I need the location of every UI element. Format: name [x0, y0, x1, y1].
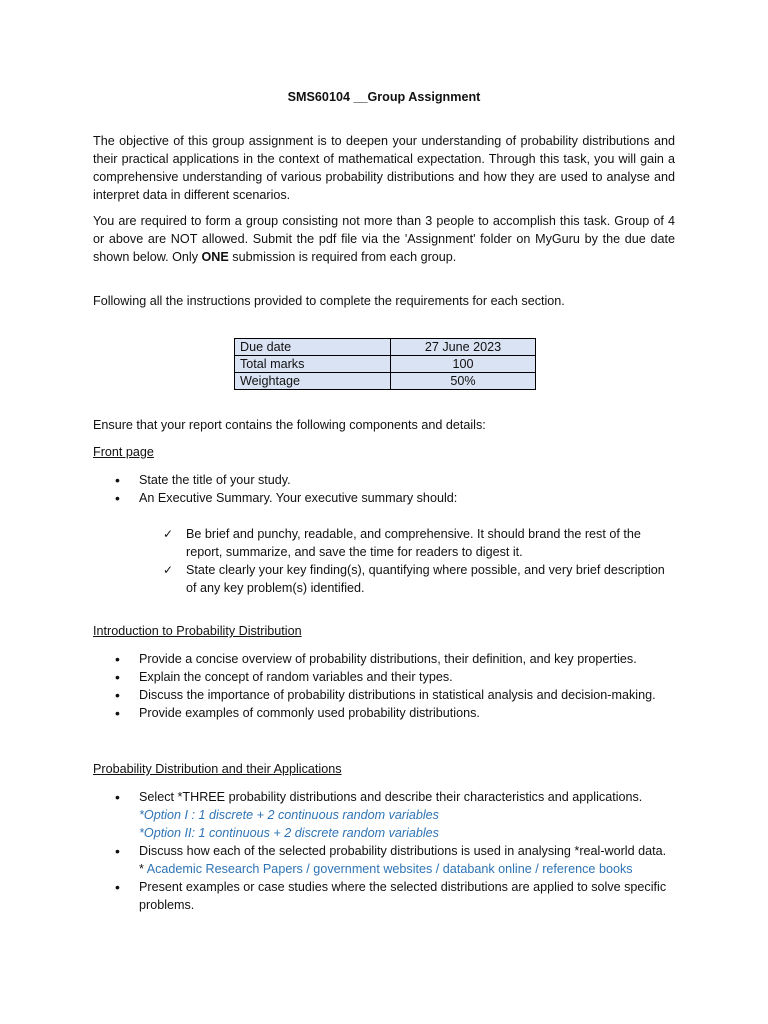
applications-heading: Probability Distribution and their Applications — [93, 762, 342, 776]
ensure-text: Ensure that your report contains the following components and details: — [93, 418, 486, 432]
intro-paragraph-2 — [93, 212, 675, 266]
table-row — [235, 356, 536, 373]
intro-text-2b: submission is required from each group. — [228, 250, 457, 264]
list-item: • Discuss the importance of probability distributions in statistical analysis and decision-making. — [93, 686, 675, 704]
due-date-label: Due date — [235, 339, 391, 356]
list-item: • Present examples or case studies where the selected distributions are applied to solve specific problems. — [93, 878, 675, 914]
ensure-paragraph — [93, 416, 675, 434]
option-1-text: *Option I : 1 discrete + 2 continuous random variables — [139, 808, 439, 822]
intro-paragraph-1 — [93, 132, 675, 204]
executive-summary-checklist — [93, 525, 675, 597]
intro-text-3: Following all the instructions provided to complete the requirements for each section. — [93, 294, 565, 308]
table-row — [235, 373, 536, 390]
front-page-heading: Front page — [93, 445, 154, 459]
sources-star: * — [139, 862, 147, 876]
list-item: • An Executive Summary. Your executive summary should: — [93, 489, 675, 507]
applications-heading-block — [93, 760, 675, 778]
intro-section-list — [93, 650, 675, 722]
applications-item-2-text: • Discuss how each of the selected probability distributions is used in analysing *real-world data. — [139, 844, 667, 858]
list-item: • Explain the concept of random variables and their types. — [93, 668, 675, 686]
intro-text-1: The objective of this group assignment is to deepen your understanding of probability distributions and their practical applications in the context of mathematical expectation. Through this task, you will gain a comprehensive understanding of various probability distributions and how they are used to analyse and interpret data in different scenarios. — [93, 134, 675, 202]
intro-paragraph-3 — [93, 292, 675, 310]
applications-item-1-text: • Select *THREE probability distributions and describe their characteristics and applications. — [139, 790, 643, 804]
intro-section-heading-block — [93, 622, 675, 640]
check-item: ✓ Be brief and punchy, readable, and comprehensive. It should brand the rest of the report, summarize, and save the time for readers to digest it. — [93, 525, 675, 561]
due-date-value: 27 June 2023 — [391, 339, 536, 356]
table-row — [235, 339, 536, 356]
list-item: • State the title of your study. — [93, 471, 675, 489]
applications-list — [93, 788, 675, 914]
intro-text-2 — [93, 212, 675, 266]
list-item — [93, 842, 675, 878]
front-page-list — [93, 471, 675, 507]
intro-section-heading: Introduction to Probability Distribution — [93, 624, 302, 638]
intro-text-2a: You are required to form a group consisting not more than 3 people to accomplish this task. Group of 4 or above are NOT allowed. Submit the pdf file via the 'Assignment' folder on MyGuru by the due date shown below. Only — [93, 214, 675, 264]
front-page-heading-block — [93, 443, 675, 461]
sources-text: Academic Research Papers / government websites / databank online / reference books — [146, 862, 633, 876]
list-item: • Provide examples of commonly used probability distributions. — [93, 704, 675, 722]
list-item — [93, 788, 675, 842]
document-title: SMS60104 __Group Assignment — [287, 90, 481, 104]
list-item: • Provide a concise overview of probability distributions, their definition, and key properties. — [93, 650, 675, 668]
weightage-value: 50% — [391, 373, 536, 390]
weightage-label: Weightage — [235, 373, 391, 390]
check-item: ✓ State clearly your key finding(s), quantifying where possible, and very brief description of any key problem(s) identified. — [93, 561, 675, 597]
assignment-info-table — [234, 338, 536, 390]
total-marks-value: 100 — [391, 356, 536, 373]
sources-line — [139, 860, 675, 878]
total-marks-label: Total marks — [235, 356, 391, 373]
intro-text-2-bold: ONE — [201, 250, 229, 264]
option-2-text: *Option II: 1 continuous + 2 discrete random variables — [139, 826, 439, 840]
